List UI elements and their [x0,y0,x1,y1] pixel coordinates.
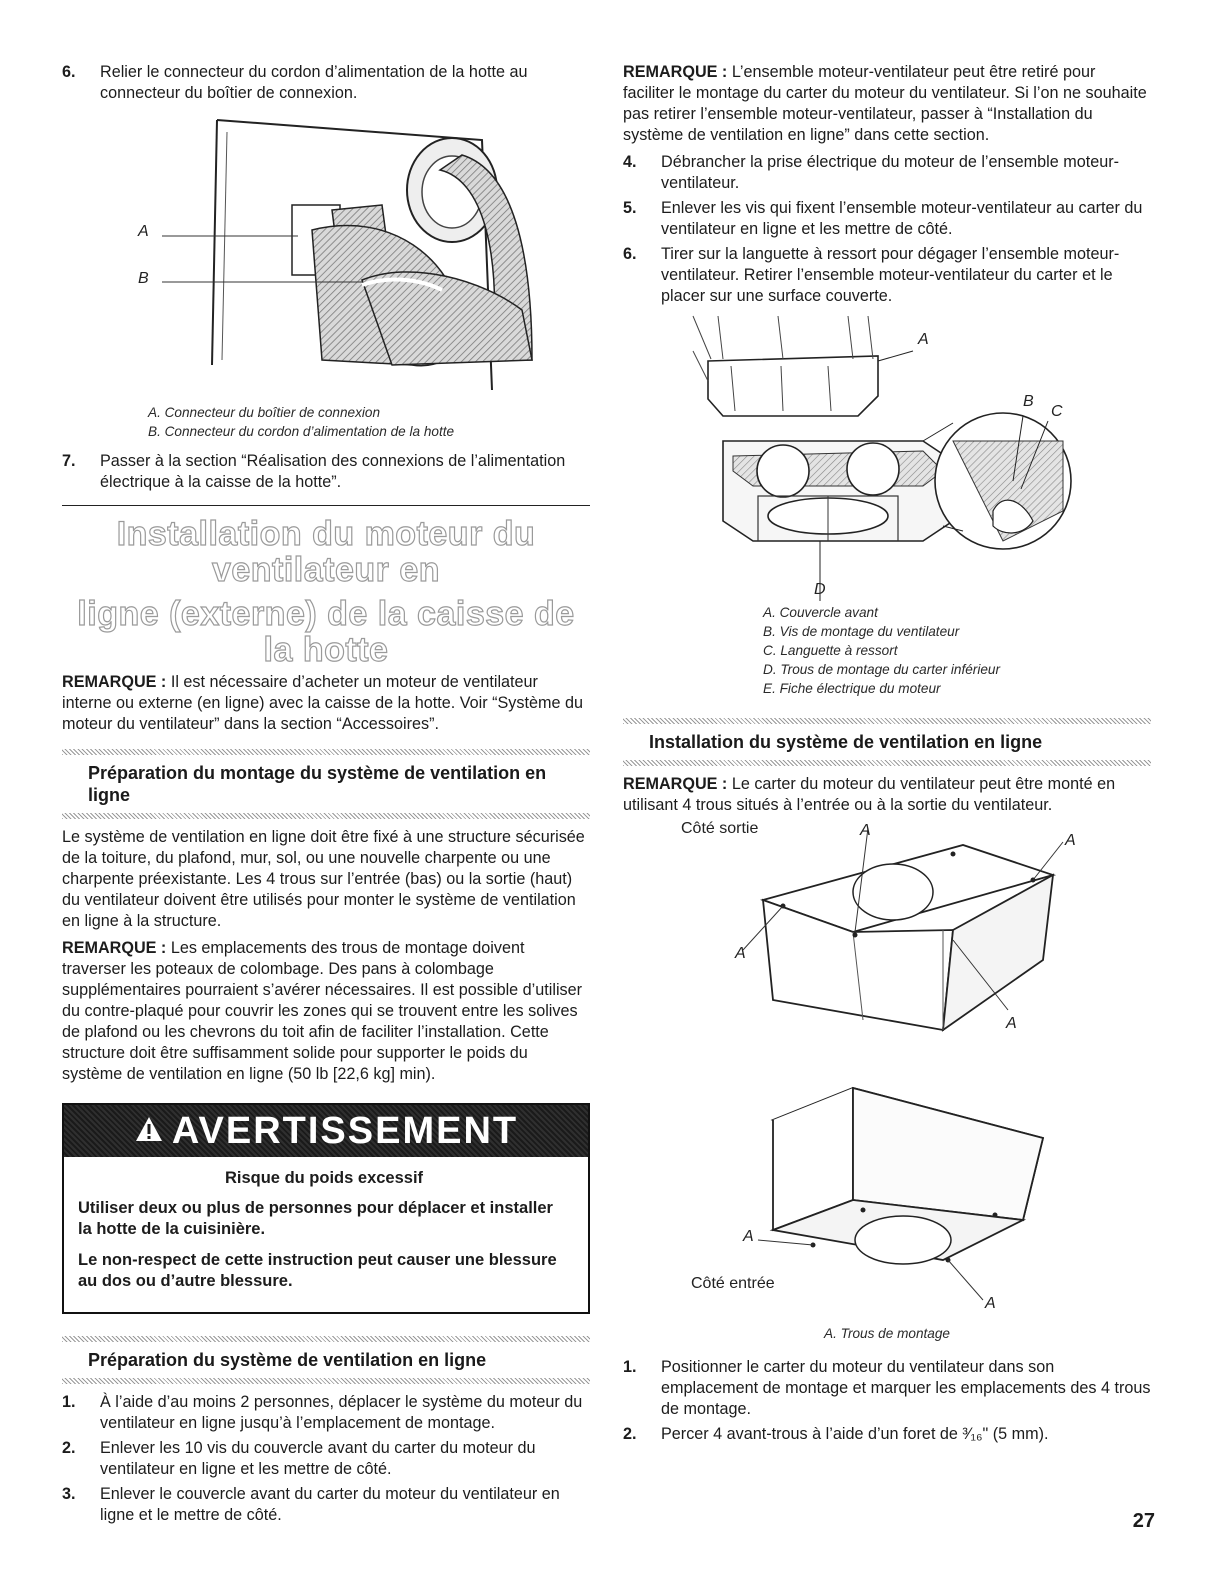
step-text: Enlever le couvercle avant du carter du moteur du ventilateur en ligne et le mettre de côté. [100,1485,560,1524]
subheading: Installation du système de ventilation en ligne [649,732,1043,752]
step-1 [623,1357,1151,1420]
step-2 [62,1438,590,1480]
figure-caption: A. Trous de montage [824,1326,950,1341]
step-3 [62,1484,590,1526]
section-divider [62,505,590,506]
caption-c: C. Languette à ressort [763,643,898,658]
note-text: Les emplacements des trous de montage doivent traverser les poteaux de colombage. Des pans à colombage supplémentaires pourraient s’avérer nécessaires. Il est possible d’utiliser du contre-plaqué pour couvrir les zones qui se trouvent entre les solives de plafond ou les chevrons du toit afin de faciliter l’installation. Cette structure doit être suffisamment solide pour supporter le poids du système de ventilation en ligne (50 lb [22,6 kg] min). [62,939,583,1083]
outlet-side-label: Côté sortie [681,820,759,837]
step-text: Enlever les vis qui fixent l’ensemble moteur-ventilateur au carter du ventilateur en ligne et les mettre de côté. [661,199,1143,238]
figure-label-a: A [1006,1015,1017,1032]
left-column [62,62,590,1530]
body-paragraph: Le système de ventilation en ligne doit être fixé à une structure sécurisée de la toiture, du plafond, mur, sol, ou une nouvelle charpente ou une charpente préexistante. Les 4 trous sur l’entrée (bas) ou la sortie (haut) du ventilateur doivent être utilisés pour monter le système de ventilation en ligne à la structure. [62,828,585,930]
note-label: REMARQUE : [62,939,167,957]
step-number: 4. [623,153,637,171]
note-label: REMARQUE : [623,63,728,81]
step-number: 1. [623,1358,637,1376]
figure-label-c: C [1051,403,1063,420]
figure-label-a: A [743,1228,754,1245]
warning-text-1: Utiliser deux ou plus de personnes pour déplacer et installer la hotte de la cuisinière. [78,1199,553,1238]
subheading-block [623,718,1151,766]
step-text: Passer à la section “Réalisation des connexions de l’alimentation électrique à la caisse de la hotte”. [100,452,566,491]
step-number: 6. [62,63,76,81]
step-text: Relier le connecteur du cordon d’alimentation de la hotte au connecteur du boîtier de connexion. [100,63,528,102]
warning-triangle-icon [134,1110,164,1153]
figure-label-a: A [985,1295,996,1312]
subheading: Préparation du système de ventilation en ligne [88,1350,487,1370]
caption-a: A. Couvercle avant [763,605,878,620]
step-number: 2. [62,1439,76,1457]
page-number: 27 [1132,1510,1155,1532]
step-number: 1. [62,1393,76,1411]
step-text: À l’aide d’au moins 2 personnes, déplacer le système du moteur du ventilateur en ligne jusqu’à l’emplacement de montage. [100,1393,583,1432]
section-title-line-1: Installation du moteur du ventilateur en [116,515,536,589]
subheading-block [62,749,590,819]
figure-caption [62,403,590,441]
subheading: Préparation du montage du système de ventilation en ligne [88,763,547,805]
note-label: REMARQUE : [62,673,167,691]
caption-d: D. Trous de montage du carter inférieur [763,662,1000,677]
figure-label-a: A [138,223,149,240]
step-number: 5. [623,199,637,217]
step-7 [62,451,590,493]
note-paragraph [62,672,590,735]
figure-fan-removal [623,311,1151,601]
note-text: L’ensemble moteur-ventilateur peut être retiré pour faciliter le montage du carter du moteur du ventilateur. Si l’on ne souhaite pas retirer l’ensemble moteur-ventilateur, passer à “Installation du système de ventilation en ligne” dans cette section. [623,63,1147,144]
figure-label-d: D [814,581,826,598]
step-number: 2. [623,1425,637,1443]
inlet-side-label: Côté entrée [691,1275,775,1292]
step-text: Positionner le carter du moteur du ventilateur dans son emplacement de montage et marquer les emplacements des 4 trous de montage. [661,1358,1151,1418]
note-text: Il est nécessaire d’acheter un moteur de ventilateur interne ou externe (en ligne) avec la caisse de la hotte. Voir “Système du moteur du ventilateur” dans la section “Accessoires”. [62,673,583,733]
subheading-block [62,1336,590,1384]
hatch-rule [623,760,1151,766]
figure-connector [62,110,590,395]
warning-title: Risque du poids excessif [224,1169,424,1187]
figure-mounting-holes [623,820,1151,1320]
warning-header [64,1105,588,1157]
hatch-rule [62,1378,590,1384]
caption-e: E. Fiche électrique du moteur [763,681,941,696]
figure-label-a: A [918,331,929,348]
step-5 [623,198,1151,240]
warning-header-text: AVERTISSEMENT [171,1109,519,1152]
step-number: 3. [62,1485,76,1503]
right-column [623,62,1151,1449]
mounting-holes-illustration [623,820,1151,1320]
step-number: 6. [623,245,637,263]
figure-label-b: B [138,270,149,287]
step-6 [623,244,1151,307]
figure-label-a: A [735,945,746,962]
step-text: Enlever les 10 vis du couvercle avant du carter du moteur du ventilateur en ligne et les mettre de côté. [100,1439,536,1478]
hatch-rule [62,813,590,819]
figure-label-a: A [1065,832,1076,849]
step-text: Tirer sur la languette à ressort pour dégager l’ensemble moteur-ventilateur. Retirer l’ensemble moteur-ventilateur du carter et le placer sur une surface couverte. [661,245,1120,305]
note-paragraph [62,938,590,1085]
caption-b: B. Vis de montage du ventilateur [763,624,960,639]
figure-label-b: B [1023,393,1034,410]
step-text: Percer 4 avant-trous à l’aide d’un foret de ³⁄₁₆" (5 mm). [661,1425,1049,1443]
figure-label-a: A [860,822,871,839]
step-4 [623,152,1151,194]
fan-removal-illustration [623,311,1151,601]
section-title [62,516,590,668]
step-number: 7. [62,452,76,470]
caption-a: A. Connecteur du boîtier de connexion [148,405,381,420]
section-title-line-2: ligne (externe) de la caisse de la hotte [77,595,575,669]
connector-illustration [62,110,590,395]
warning-body [64,1157,588,1312]
note-label: REMARQUE : [623,775,728,793]
caption-b: B. Connecteur du cordon d’alimentation de la hotte [148,424,455,439]
figure-caption [623,603,1151,698]
note-paragraph [623,774,1151,816]
note-paragraph [623,62,1151,146]
step-2 [623,1424,1151,1445]
step-1 [62,1392,590,1434]
step-text: Débrancher la prise électrique du moteur de l’ensemble moteur-ventilateur. [661,153,1119,192]
note-text: Le carter du moteur du ventilateur peut être monté en utilisant 4 trous situés à l’entrée ou à la sortie du ventilateur. [623,775,1116,814]
warning-box [62,1103,590,1314]
warning-text-2: Le non-respect de cette instruction peut causer une blessure au dos ou d’autre blessure. [78,1251,557,1290]
step-6 [62,62,590,104]
